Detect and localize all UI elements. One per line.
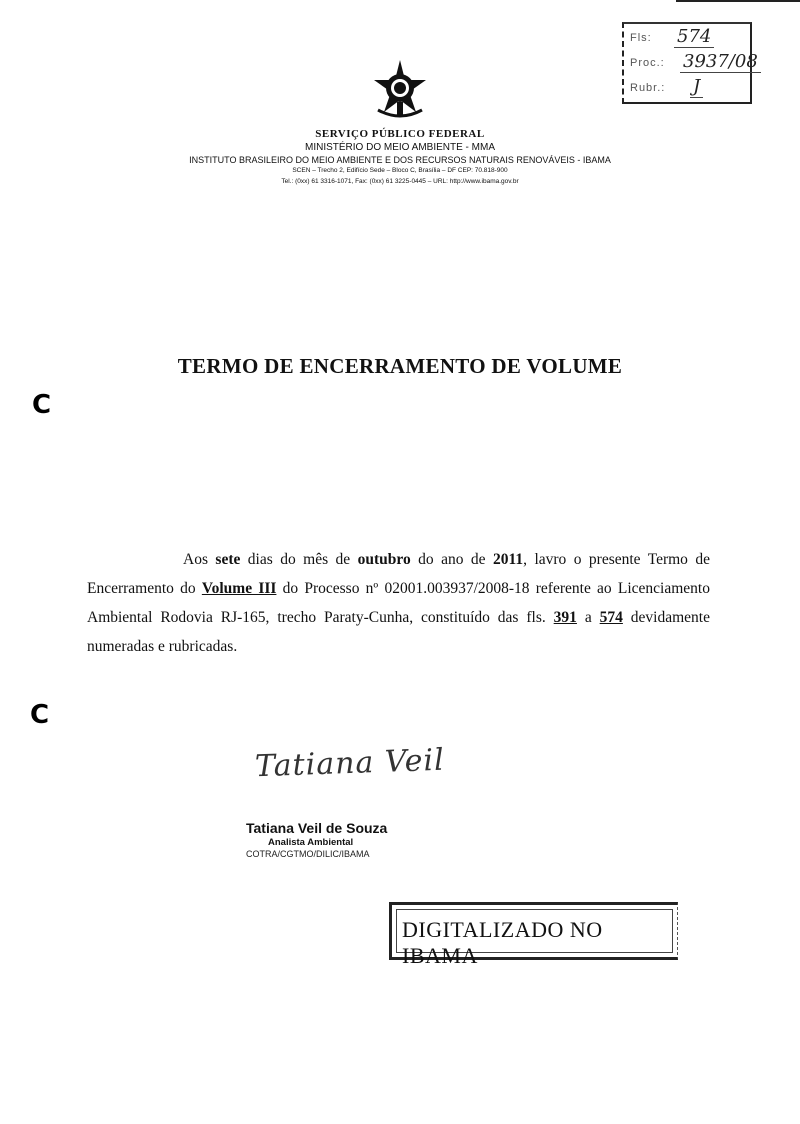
page-start: 391: [553, 609, 577, 626]
header-ministry: MINISTÉRIO DO MEIO AMBIENTE - MMA: [304, 142, 495, 153]
document-body: Aos sete dias do mês de outubro do ano de 2011, lavro o presente Termo de Encerramento do Volume III do Processo nº 02001.003937/2008-18 referente ao Licenciamento Ambiental Rodovia RJ-165, trecho Paraty-Cunha, constituído das fls. 391 a 574 devidamente numeradas e rubricadas.: [87, 551, 710, 655]
punch-hole-mark-top: C: [32, 390, 52, 420]
digitized-stamp-text: DIGITALIZADO NO IBAMA: [402, 917, 603, 968]
day-word: sete: [215, 551, 241, 568]
header-institute: INSTITUTO BRASILEIRO DO MEIO AMBIENTE E DOS RECURSOS NATURAIS RENOVÁVEIS - IBAMA: [189, 155, 611, 165]
month-word: outubro: [357, 551, 411, 568]
header-contact: Tel.: (0xx) 61 3316-1071, Fax: (0xx) 61 3225-0445 – URL: http://www.ibama.gov.br: [281, 178, 519, 185]
rubric-label: Rubr.:: [630, 82, 666, 94]
year-number: 2011: [492, 551, 524, 568]
header-address: SCEN – Trecho 2, Edifício Sede – Bloco C, Brasília – DF CEP: 70.818-900: [292, 167, 508, 174]
top-rule: [676, 0, 800, 2]
punch-hole-mark-bottom: C: [30, 700, 50, 730]
signatory-role: Analista Ambiental: [268, 837, 354, 848]
document-title: TERMO DE ENCERRAMENTO DE VOLUME: [177, 354, 623, 378]
signatory-name: Tatiana Veil de Souza: [246, 820, 388, 836]
page-end: 574: [599, 609, 623, 626]
volume-number: Volume III: [201, 580, 277, 597]
handwritten-signature: Tatiana Veil: [254, 742, 446, 785]
coat-of-arms-icon: [368, 58, 432, 122]
folio-stamp: [622, 22, 758, 104]
header-service: SERVIÇO PÚBLICO FEDERAL: [315, 128, 485, 140]
folio-number: 574: [674, 26, 714, 48]
process-label: Proc.:: [630, 57, 665, 69]
digitized-stamp: [389, 902, 678, 968]
process-number: 3937/08: [680, 51, 761, 73]
folio-label: Fls:: [630, 32, 652, 44]
rubric-mark: J: [690, 76, 703, 98]
signatory-unit: COTRA/CGTMO/DILIC/IBAMA: [246, 849, 370, 859]
